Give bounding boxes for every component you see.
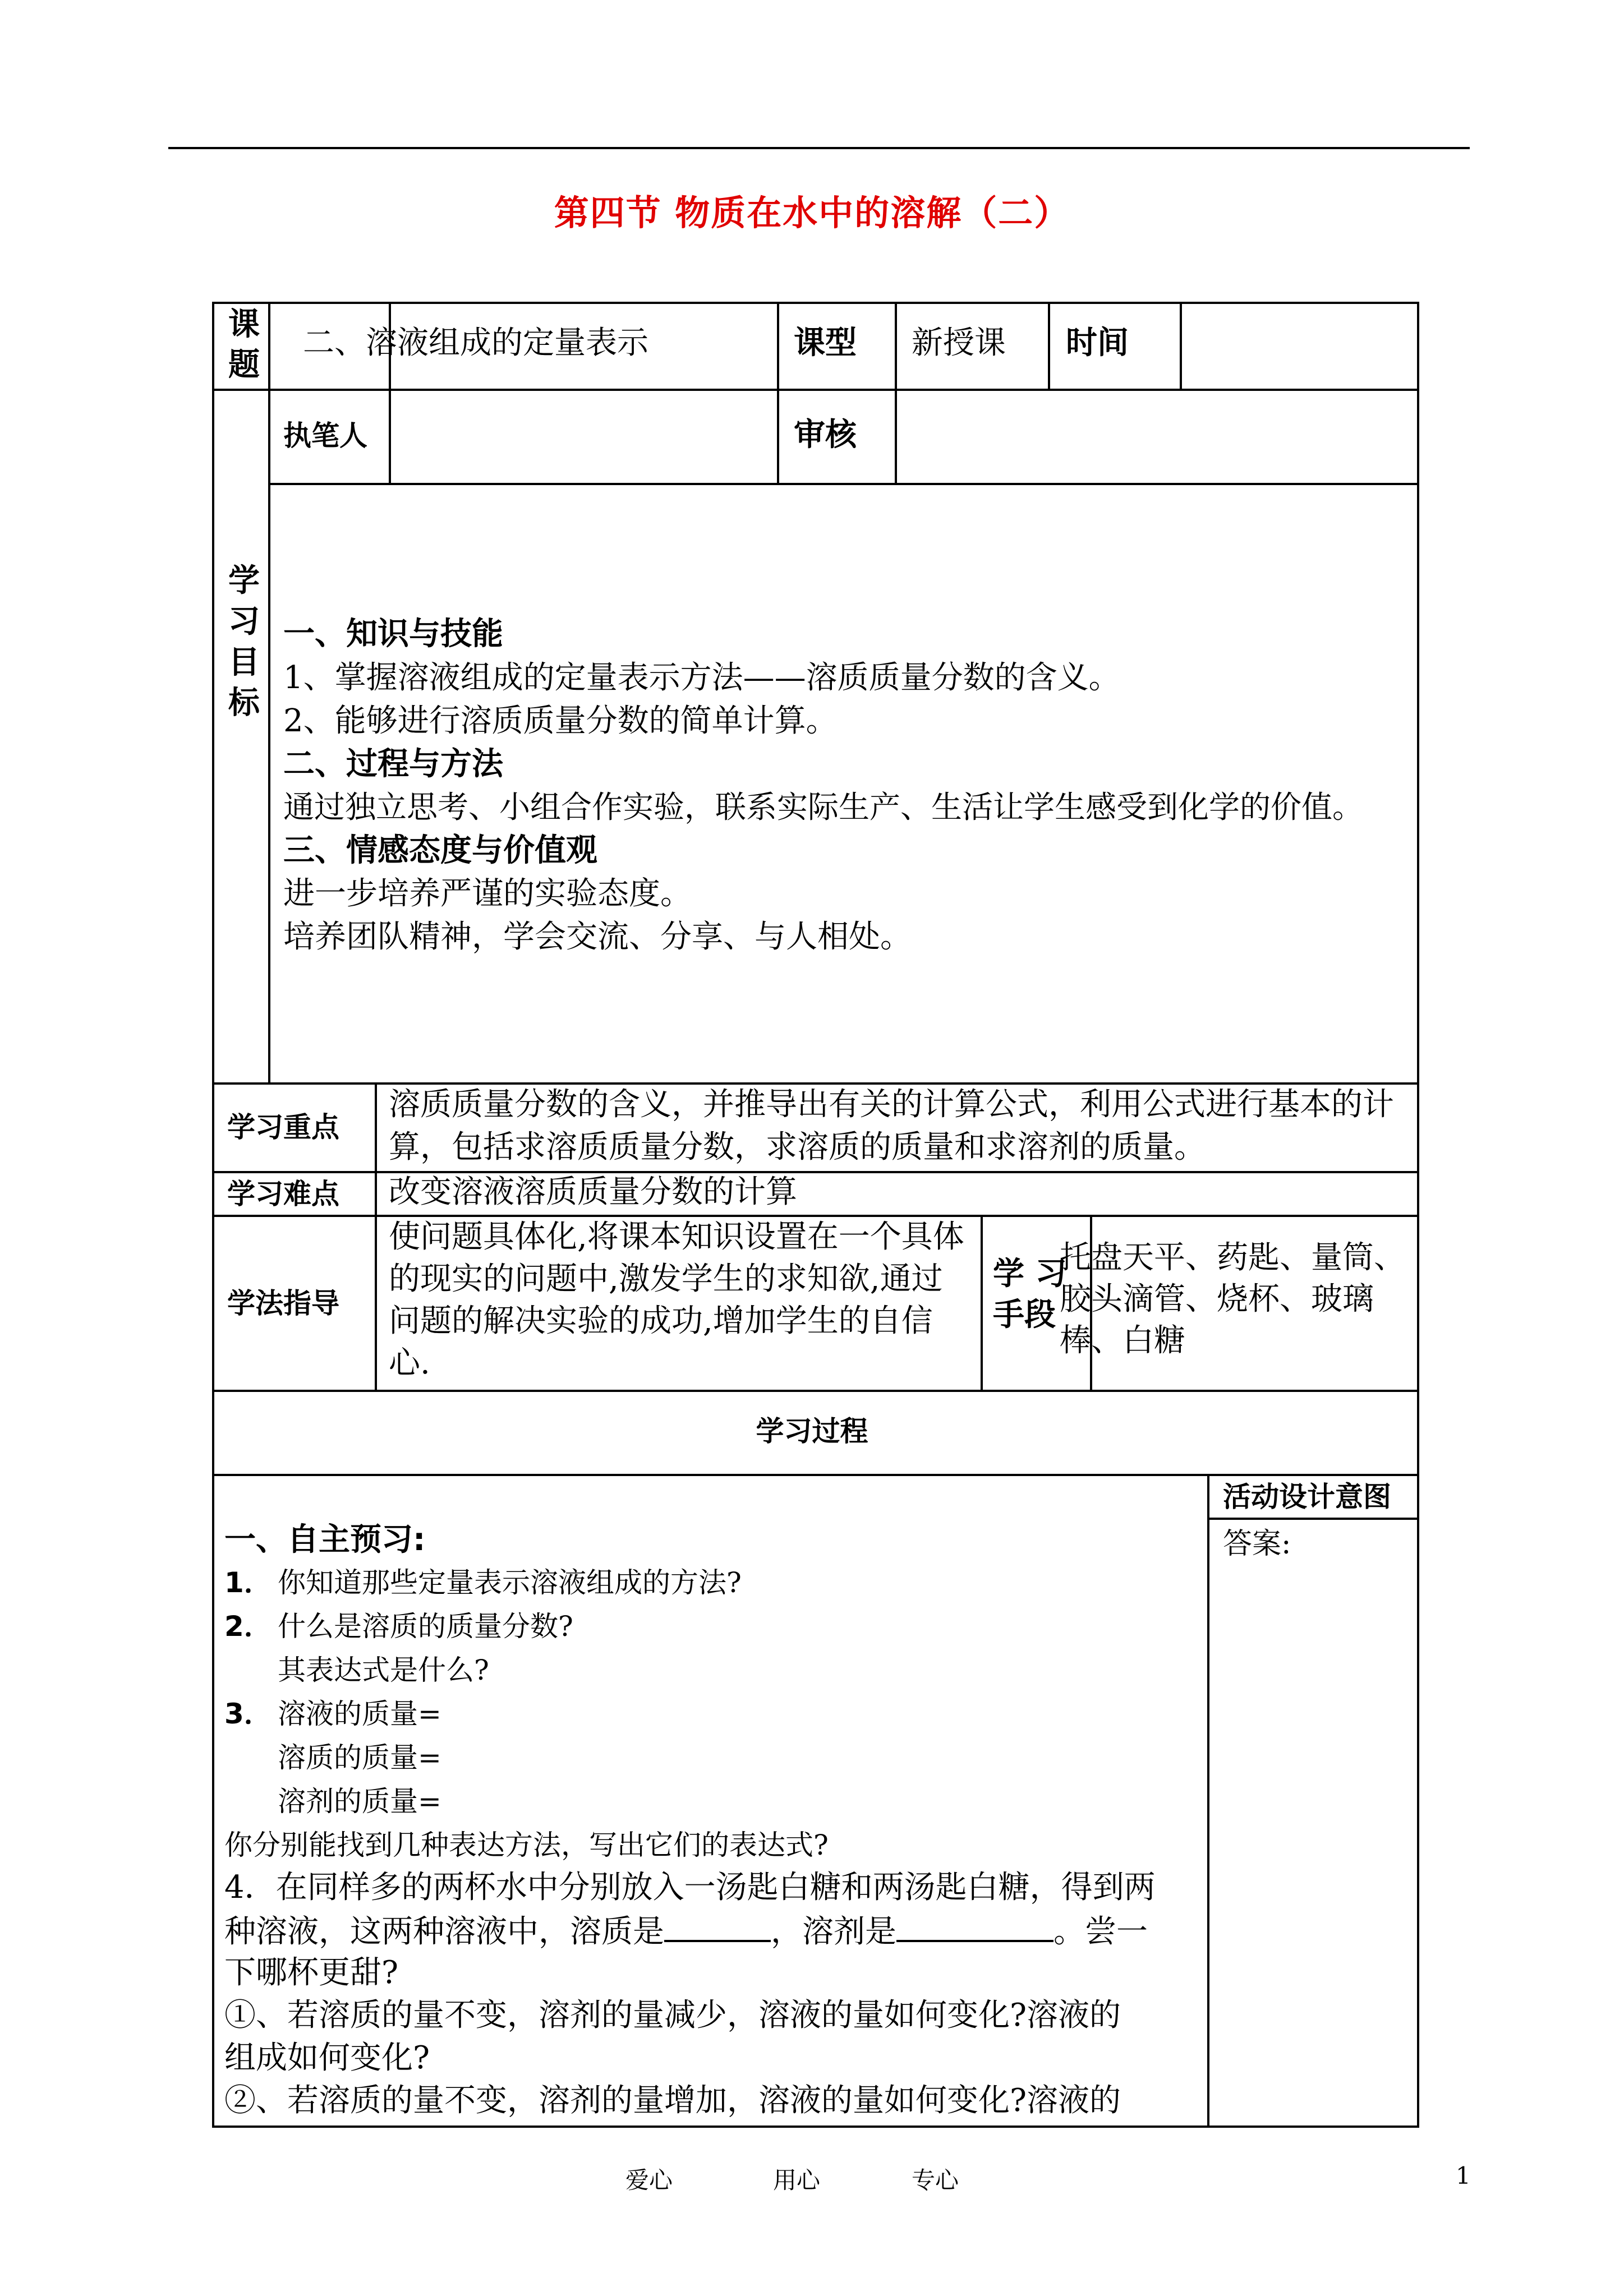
- author-label: 执笔人: [283, 419, 367, 452]
- footer-text: 用心: [773, 2166, 821, 2194]
- objective-line: 2、能够进行溶质质量分数的简单计算。: [283, 703, 838, 739]
- question-text-with-blanks: [224, 1910, 1148, 1952]
- difficulty-label: 学习难点: [227, 1178, 339, 1210]
- question-text: 溶液的质量=: [278, 1698, 441, 1730]
- preview-section-heading: 一、自主预习:: [224, 1522, 426, 1558]
- row-divider: [1207, 1518, 1419, 1520]
- question-text: ①、若溶质的量不变，溶剂的量减少，溶液的量如何变化?溶液的: [224, 1997, 1121, 2034]
- process-label: 学习过程: [756, 1415, 868, 1447]
- question-text: 下哪杯更甜?: [224, 1954, 399, 1991]
- col-divider: [1207, 1474, 1209, 2128]
- col-divider: [375, 1082, 377, 1391]
- row-divider: [268, 483, 1419, 485]
- objective-line: 1、掌握溶液组成的定量表示方法——溶质质量分数的含义。: [283, 660, 1120, 696]
- row-divider: [212, 1474, 1419, 1476]
- kexing-value: 新授课: [912, 325, 1006, 361]
- col-divider: [777, 302, 779, 484]
- question-text: 什么是溶质的质量分数?: [278, 1610, 573, 1643]
- difficulty-text: 改变溶液溶质质量分数的计算: [389, 1174, 797, 1210]
- objective-heading-knowledge: 一、知识与技能: [283, 616, 503, 652]
- objectives-label: 学习目标: [228, 563, 260, 722]
- time-label: 时间: [1066, 325, 1129, 361]
- col-divider: [895, 302, 897, 484]
- question-text: 其表达式是什么?: [278, 1654, 489, 1686]
- design-intent-header: 活动设计意图: [1223, 1481, 1391, 1513]
- question-number: 2．: [224, 1610, 272, 1643]
- keti-value: 二、溶液组成的定量表示: [303, 325, 648, 361]
- means-text: 托盘天平、药匙、量筒、胶头滴管、烧杯、玻璃棒、白糖: [1060, 1239, 1405, 1359]
- col-divider: [268, 302, 270, 1084]
- objective-line: 培养团队精神，学会交流、分享、与人相处。: [283, 919, 912, 955]
- page-title: 第四节 物质在水中的溶解（二）: [554, 192, 1070, 233]
- question-text: ②、若溶质的量不变，溶剂的量增加，溶液的量如何变化?溶液的: [224, 2082, 1121, 2119]
- objective-heading-attitude: 三、情感态度与价值观: [283, 832, 597, 869]
- header-rule: [168, 147, 1470, 149]
- question-text: 你知道那些定量表示溶液组成的方法?: [278, 1566, 742, 1599]
- method-text: 使问题具体化,将课本知识设置在一个具体的现实的问题中,激发学生的求知欲,通过问题的解决实验的成功,增加学生的自信心.: [389, 1219, 964, 1382]
- keti-label: 课题: [228, 306, 260, 383]
- means-text-clip: [1060, 1216, 1418, 1389]
- question-text: 溶质的质量=: [278, 1741, 441, 1774]
- objective-heading-process: 二、过程与方法: [283, 746, 503, 782]
- col-divider: [1180, 302, 1182, 390]
- question-text: 。尝一: [1053, 1914, 1148, 1951]
- kexing-label: 课型: [794, 325, 857, 361]
- row-divider: [212, 1390, 1419, 1392]
- question-text: ，溶剂是: [771, 1914, 896, 1951]
- answer-label: 答案:: [1223, 1527, 1291, 1561]
- question-number: 1．: [224, 1566, 272, 1599]
- question-text: 溶剂的质量=: [278, 1785, 441, 1818]
- question-text: 组成如何变化?: [224, 2040, 430, 2076]
- question-text: 你分别能找到几种表达方法，写出它们的表达式?: [224, 1829, 829, 1861]
- col-divider: [1048, 302, 1050, 390]
- focus-label: 学习重点: [227, 1111, 339, 1144]
- answer-blank[interactable]: [664, 1910, 771, 1942]
- answer-blank[interactable]: [896, 1910, 1053, 1942]
- col-divider: [981, 1215, 983, 1391]
- question-text: 种溶液，这两种溶液中，溶质是: [224, 1914, 664, 1951]
- row-divider: [212, 389, 1419, 391]
- footer-text: 爱心: [625, 2166, 673, 2194]
- question-text: 4．在同样多的两杯水中分别放入一汤匙白糖和两汤匙白糖，得到两: [224, 1869, 1156, 1906]
- objective-line: 进一步培养严谨的实验态度。: [283, 875, 692, 912]
- method-label: 学法指导: [227, 1287, 339, 1320]
- objective-line: 通过独立思考、小组合作实验，联系实际生产、生活让学生感受到化学的价值。: [283, 789, 1364, 825]
- page-number: 1: [1456, 2162, 1471, 2189]
- review-label: 审核: [794, 417, 857, 453]
- question-number: 3．: [224, 1698, 272, 1730]
- means-label: 学 习 手段: [993, 1256, 1067, 1333]
- footer-text: 专心: [912, 2166, 959, 2194]
- focus-text: 溶质质量分数的含义，并推导出有关的计算公式，利用公式进行基本的计算，包括求溶质质量分数，求溶质的质量和求溶剂的质量。: [389, 1086, 1394, 1166]
